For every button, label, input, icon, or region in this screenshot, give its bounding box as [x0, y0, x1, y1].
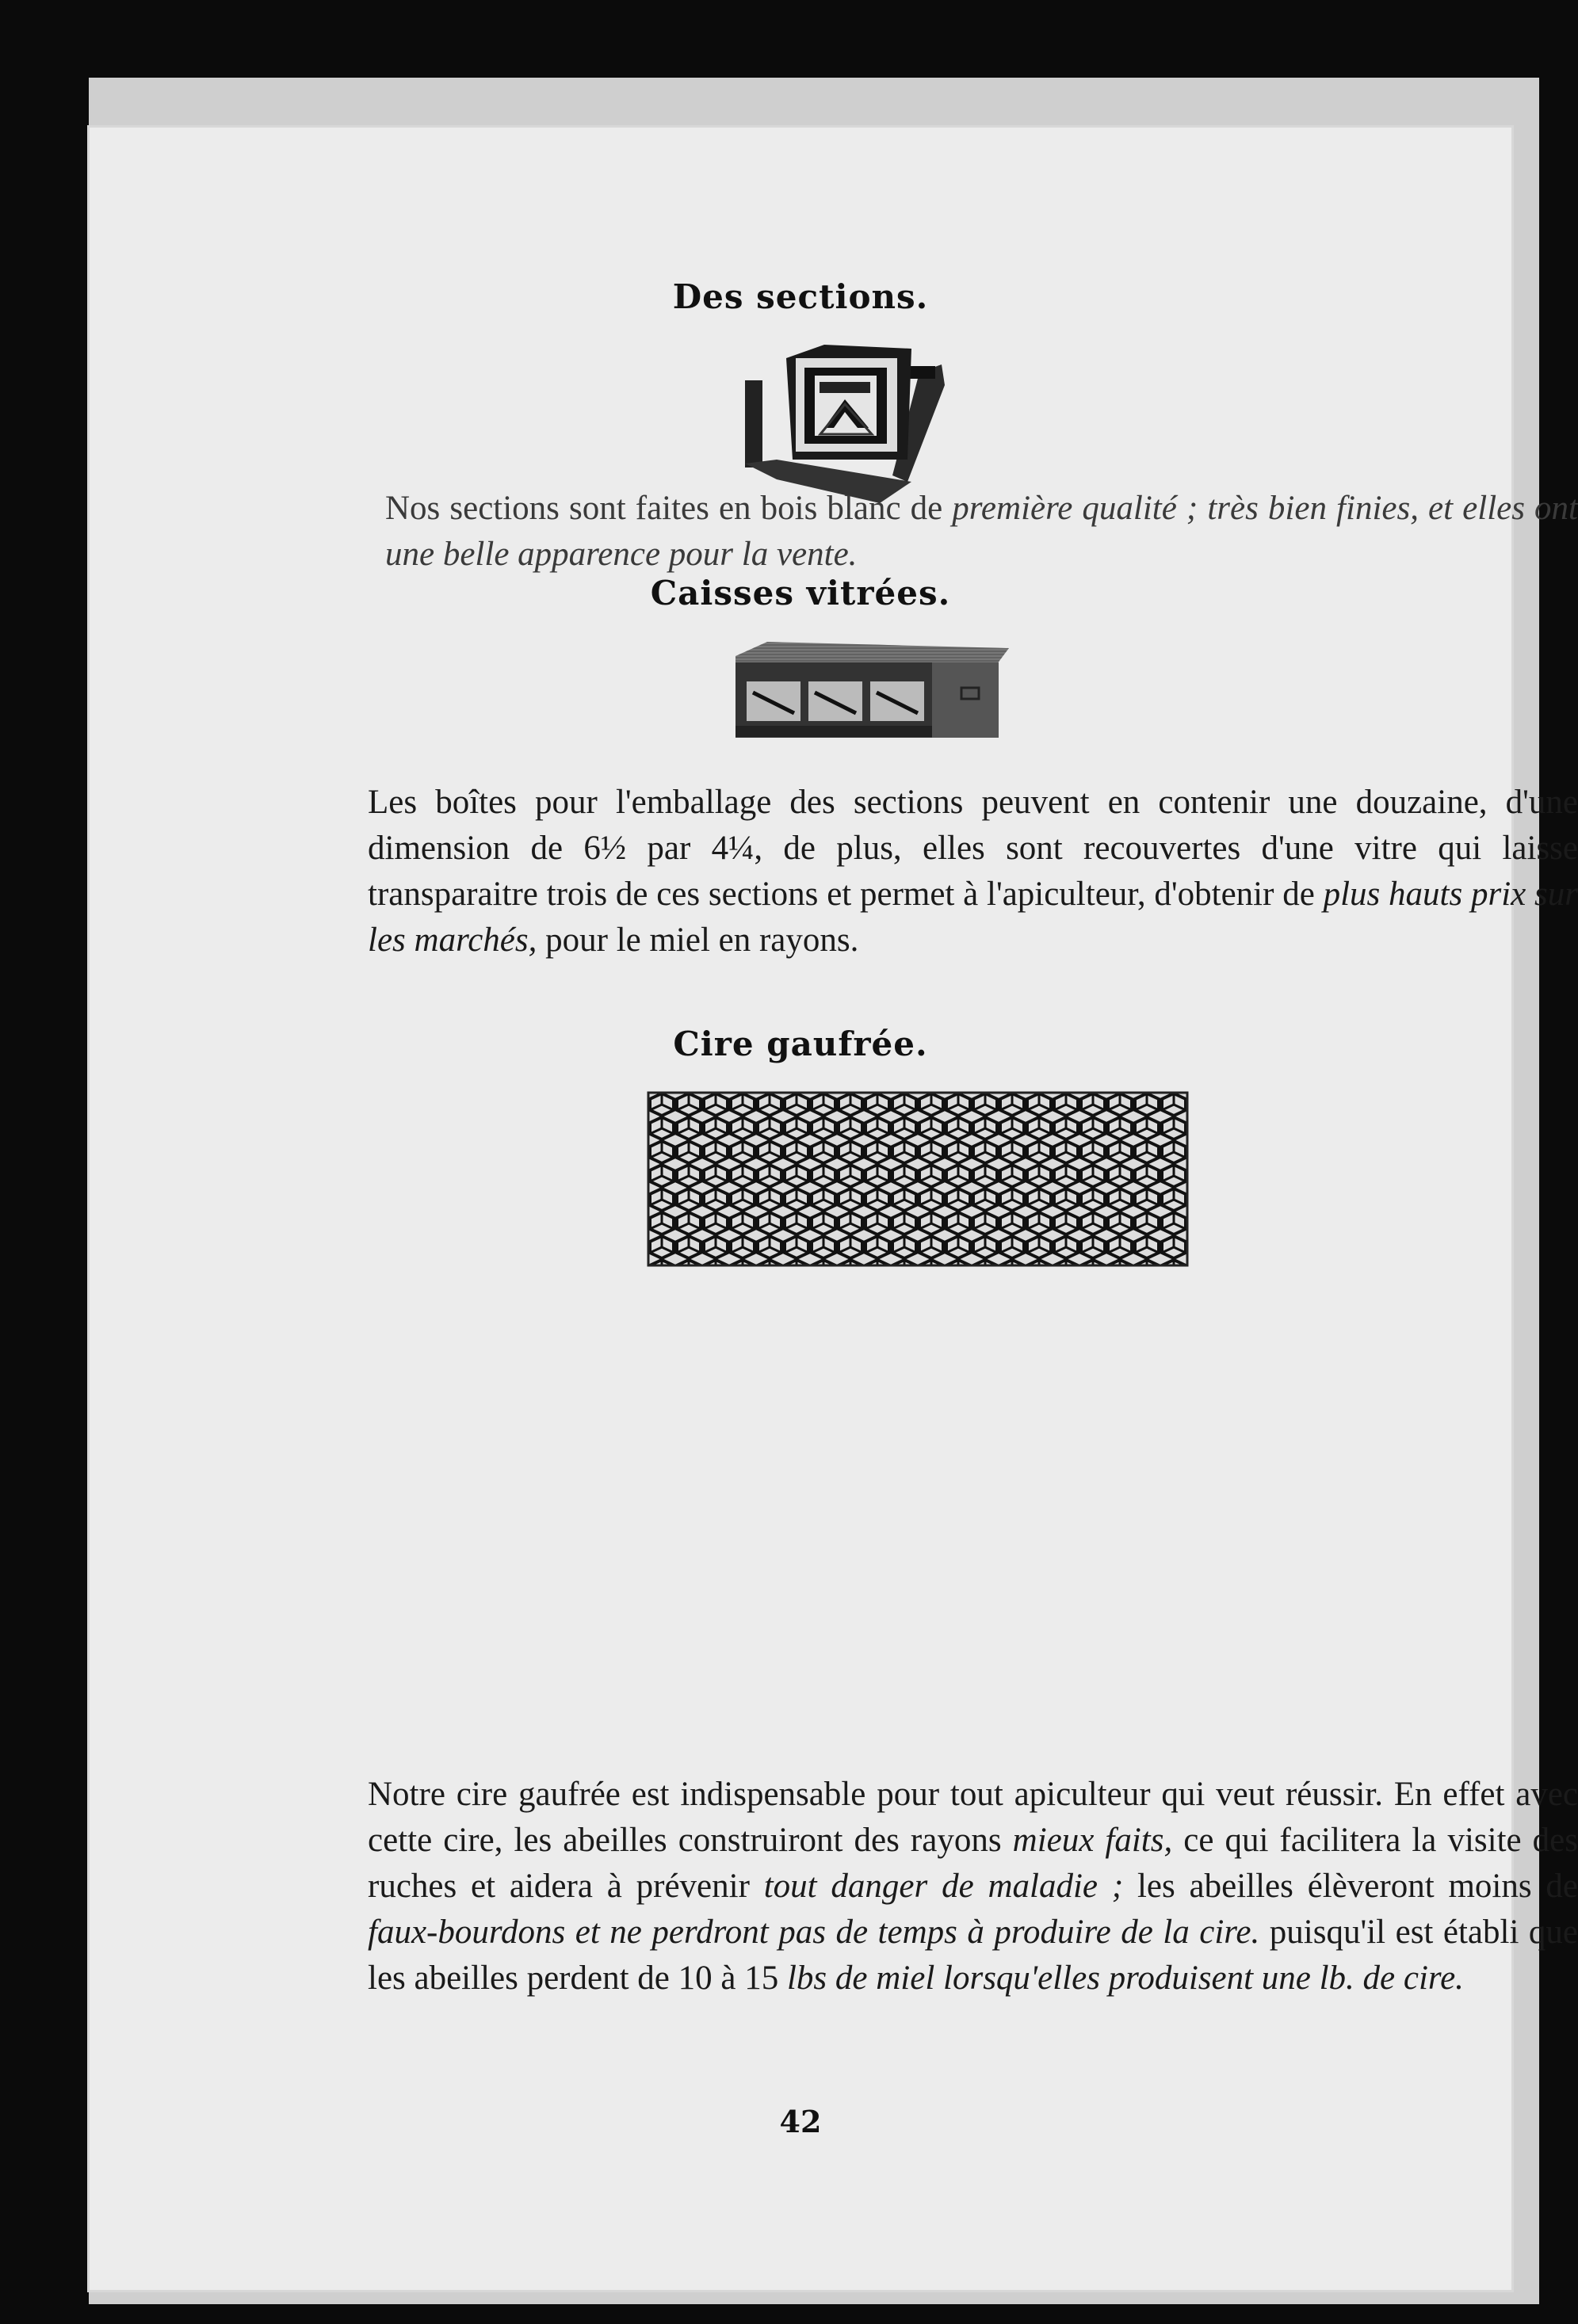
- text-run: pour le miel en rayons.: [537, 922, 859, 959]
- italic-run: lbs de miel lorsqu'elles produisent une lb. de cire.: [786, 1960, 1464, 1997]
- text-run: Les boîtes pour l'emballage des sections peuvent en contenir une douzaine, d'une dimension de 6½ par 4¼, de plus, elles sont recouvertes d'une vitre qui laisse transparaitre trois de ces sections et permet à l'apiculteur, d'obtenir de: [368, 784, 1578, 913]
- glass-shipping-case-icon: [736, 640, 1009, 743]
- italic-run: tout danger de maladie ;: [763, 1868, 1124, 1905]
- comb-honey-section-icon: [745, 341, 959, 499]
- italic-run: faux-bourdons et ne perdront pas de temps à produire de la cire.: [368, 1914, 1260, 1951]
- heading-des-sections: Des sections.: [672, 277, 929, 316]
- heading-caisses-vitrees: Caisses vitrées.: [650, 574, 951, 612]
- heading-cire-gaufree: Cire gaufrée.: [673, 1025, 928, 1063]
- comb-foundation-icon: [648, 1093, 1187, 1265]
- text-run: les abeilles élèveront moins de: [1123, 1868, 1578, 1905]
- italic-run: mieux faits,: [1012, 1822, 1173, 1859]
- page-number: 42: [779, 2104, 822, 2139]
- paragraph-caisses: [368, 780, 1578, 964]
- text-run: Nos sections sont faites en bois blanc de: [385, 490, 953, 527]
- italic-run: première qualité ; très bien finies, et elles ont une belle apparence pour la vente.: [385, 490, 1578, 573]
- text-run: Notre cire gaufrée est indispensable pour tout apiculteur qui veut réussir. En effet avec cette cire, les abeilles construiront des rayons: [368, 1776, 1578, 1859]
- text-run: ce qui facilitera la visite des ruches et aidera à prévenir: [368, 1822, 1578, 1905]
- text-run: puisqu'il est établi que les abeilles perdent de 10 à 15: [368, 1914, 1578, 1997]
- paragraph-cire: [368, 1772, 1578, 2002]
- italic-run: plus hauts prix sur les marchés,: [368, 876, 1578, 959]
- paragraph-sections: [385, 486, 1578, 578]
- document-page: [87, 125, 1578, 2292]
